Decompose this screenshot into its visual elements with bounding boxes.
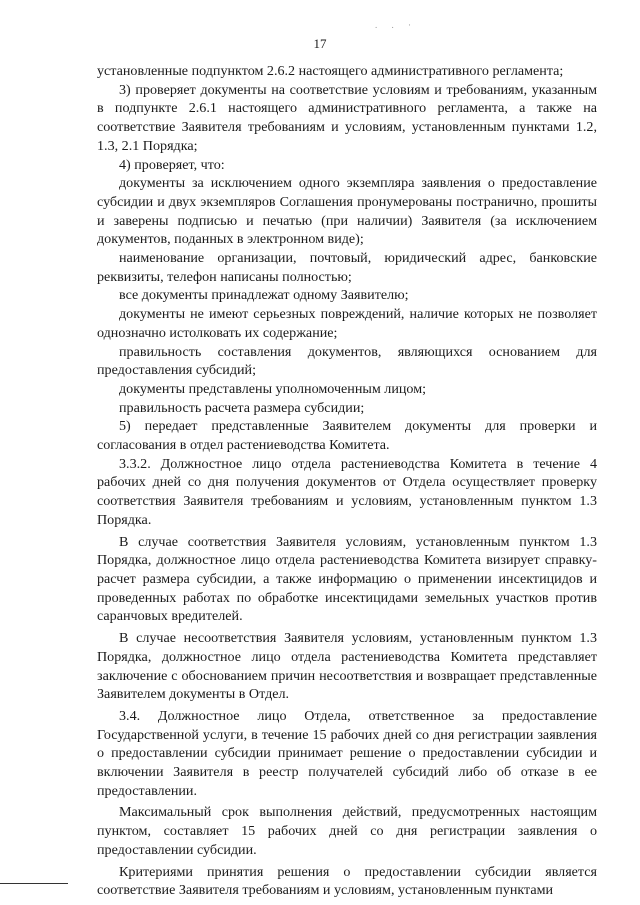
body-text	[97, 62, 597, 900]
paragraph: правильность расчета размера субсидии;	[119, 399, 365, 416]
paragraph: 3.4. Должностное лицо Отдела, ответственное за предоставление Государственной услуги, в течение 15 рабочих дней со дня регистрации заявления о предоставлении субсидии принимает решение о предоставлении субсидии и включении Заявителя в реестр получателей субсидий либо об отказе в ее предоставлении.	[97, 707, 597, 799]
page-number: 17	[313, 36, 327, 51]
paragraph: документы за исключением одного экземпляра заявления о предоставление субсидии и двух экземпляров Соглашения пронумерованы постранично, прошиты и заверены подписью и печатью (при наличии) Заявителя (за исключением документов, поданных в электронном виде);	[97, 175, 597, 248]
paragraph: документы представлены уполномоченным лицом;	[119, 380, 427, 397]
paragraph: все документы принадлежат одному Заявителю;	[119, 287, 409, 304]
paragraph: В случае соответствия Заявителя условиям, установленным пунктом 1.3 Порядка, должностное лицо отдела растениеводства Комитета визирует справку-расчет размера субсидии, а также информацию о применении инсектицидов и проведенных работах по обработке инсектицидами земельных участков против саранчовых вредителей.	[97, 533, 597, 625]
paragraph: 3) проверяет документы на соответствие условиям и требованиям, указанным в подпункте 2.6.1 настоящего административного регламента, а также на соответствие Заявителя требованиям и условиям, установленным пунктами 1.2, 1.3, 2.1 Порядка;	[97, 81, 597, 154]
paragraph: В случае несоответствия Заявителя условиям, установленным пунктом 1.3 Порядка, должностное лицо отдела растениеводства Комитета представляет заключение с обоснованием причин несоответствия и возвращает представленные Заявителем документы в Отдел.	[97, 630, 597, 703]
scan-marks: . . ·	[375, 20, 417, 30]
paragraph: Максимальный срок выполнения действий, предусмотренных настоящим пунктом, составляет 15 рабочих дней со дня регистрации заявления о предоставлении субсидии.	[97, 804, 597, 858]
footnote-divider	[0, 883, 68, 884]
paragraph: установленные подпунктом 2.6.2 настоящего административного регламента;	[97, 63, 564, 79]
paragraph: правильность составления документов, являющихся основанием для предоставления субсидий;	[97, 343, 597, 379]
paragraph: Критериями принятия решения о предоставлении субсидии является соответствие Заявителя требованиям и условиям, установленным пунктами	[97, 863, 597, 899]
paragraph: 3.3.2. Должностное лицо отдела растениеводства Комитета в течение 4 рабочих дней со дня получения документов от Отдела осуществляет проверку соответствия Заявителя требованиям и условиям, установленным пунктом 1.3 Порядка.	[97, 455, 597, 528]
paragraph: 4) проверяет, что:	[119, 156, 225, 173]
paragraph: 5) передает представленные Заявителем документы для проверки и согласования в отдел растениеводства Комитета.	[97, 418, 597, 454]
paragraph: документы не имеют серьезных повреждений, наличие которых не позволяет однозначно истолковать их содержание;	[97, 306, 597, 341]
paragraph: наименование организации, почтовый, юридический адрес, банковские реквизиты, телефон написаны полностью;	[97, 250, 597, 285]
